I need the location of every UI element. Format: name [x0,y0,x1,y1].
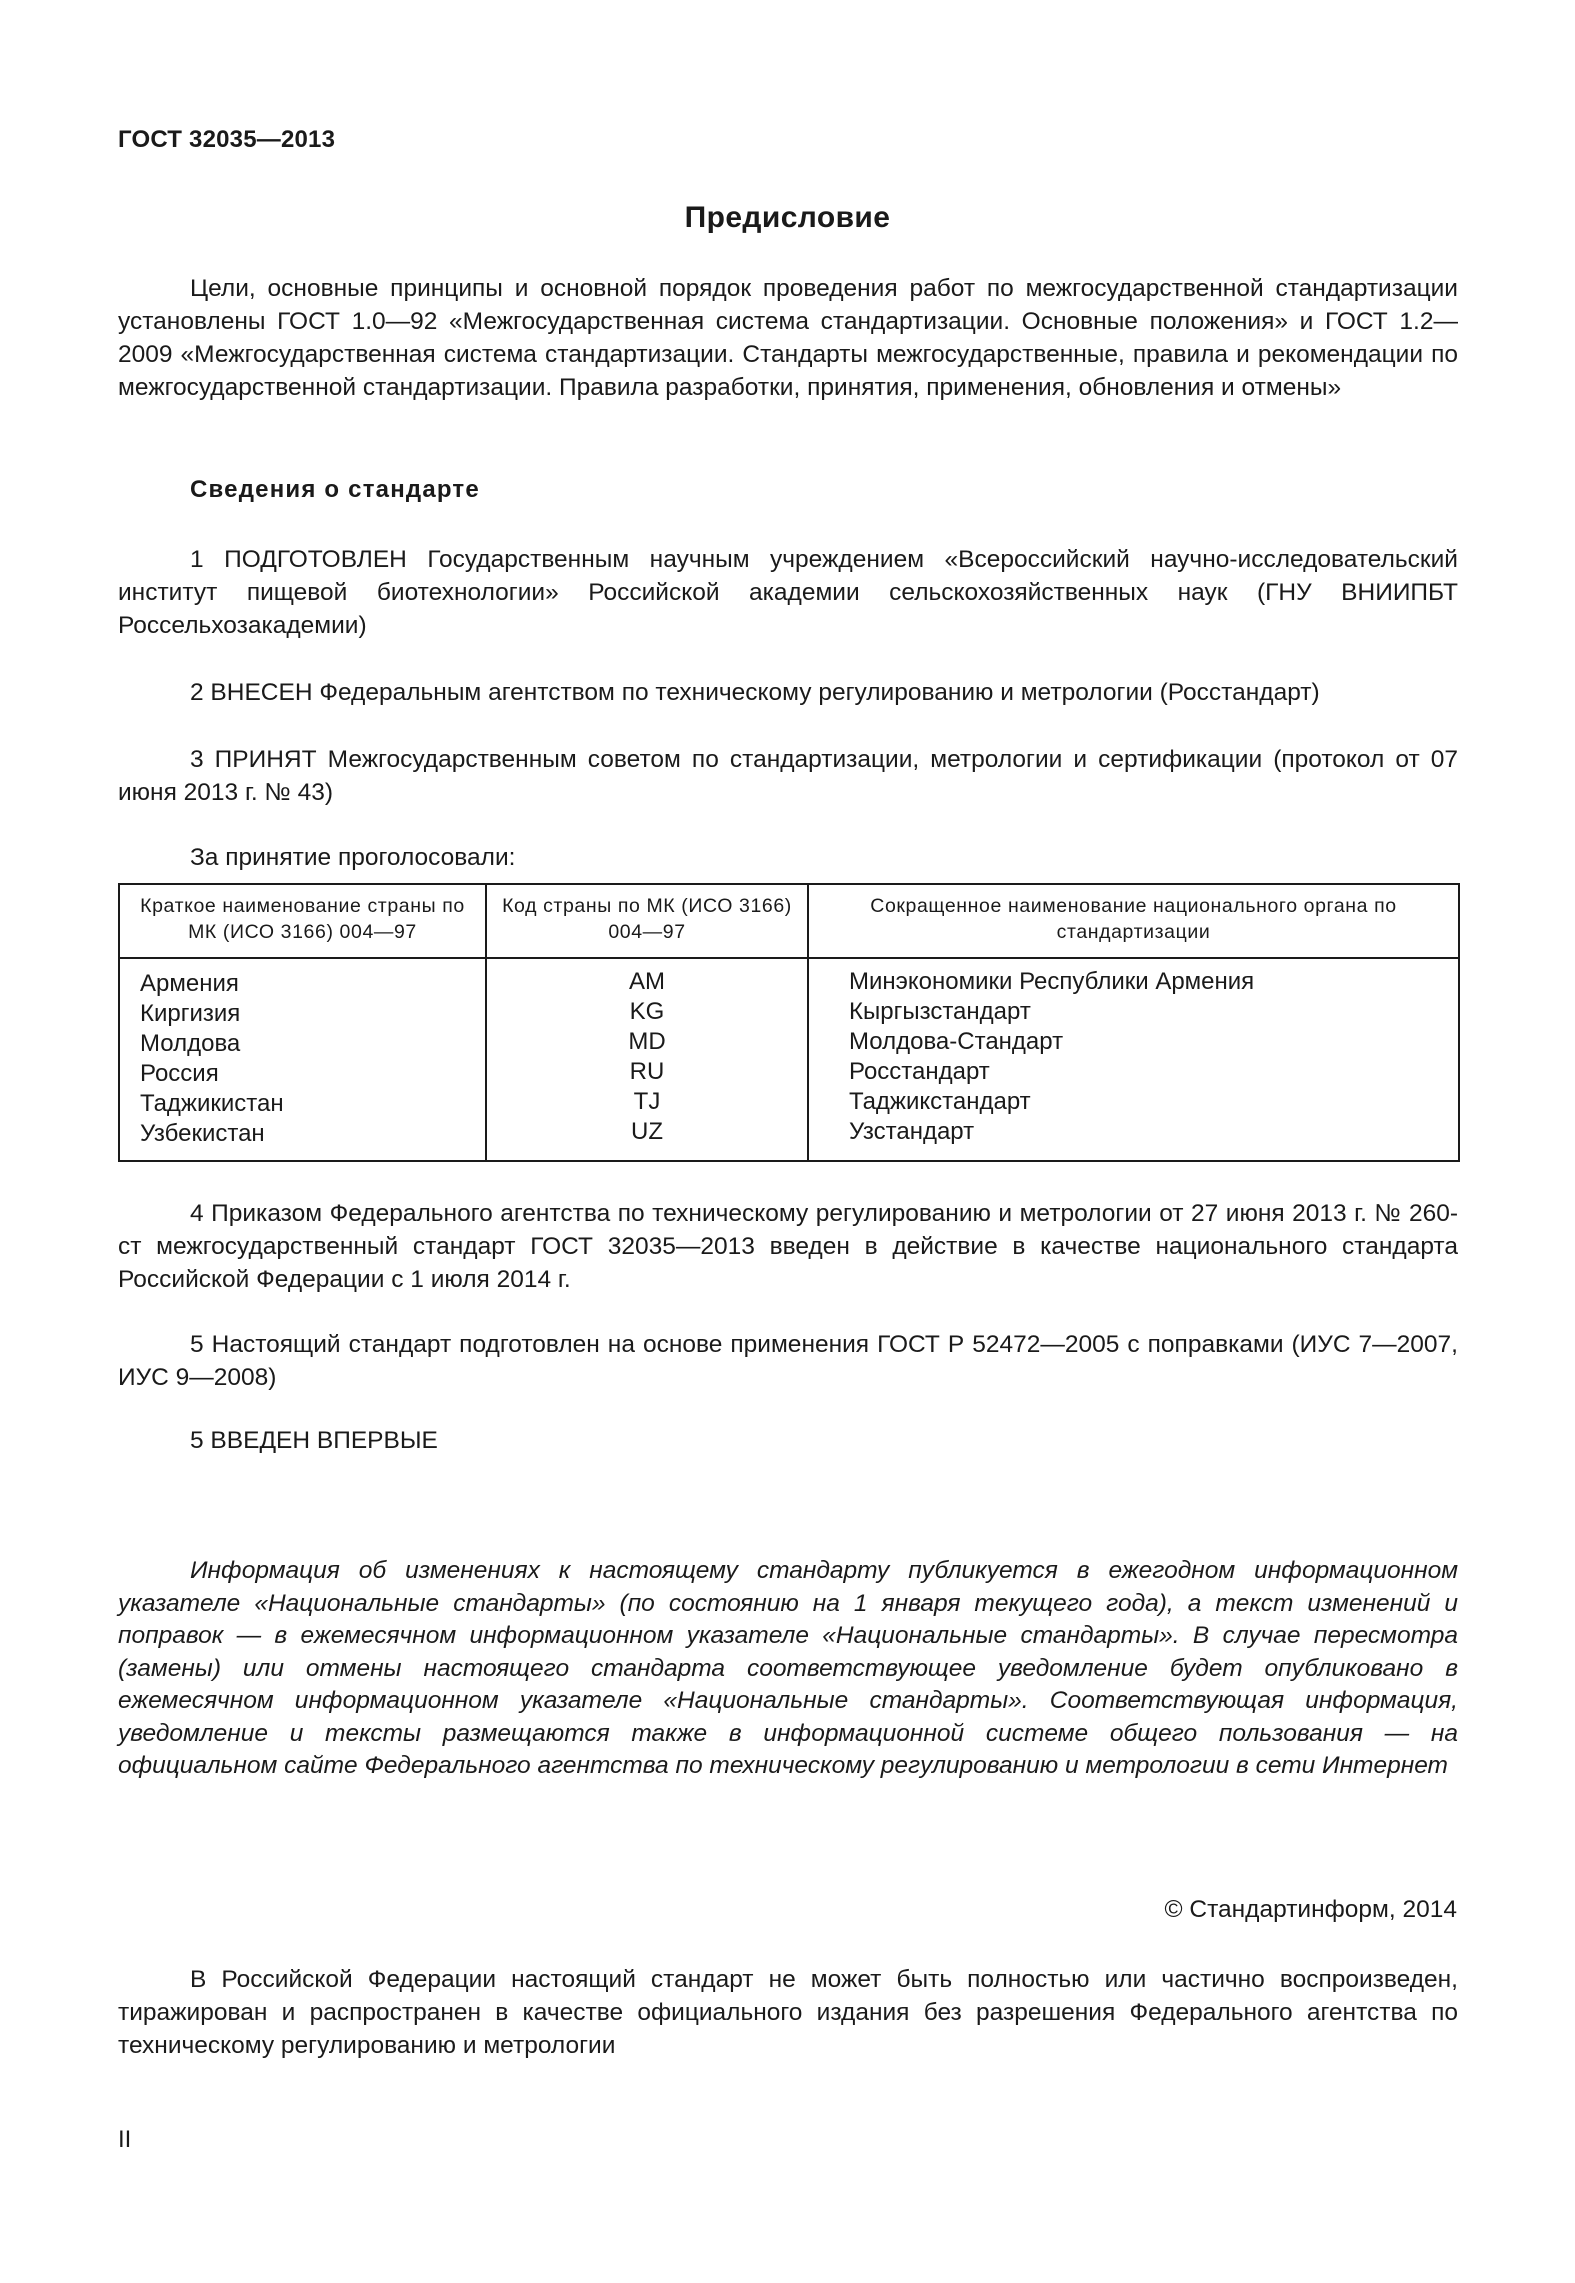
item-introduced-text: 2 ВНЕСЕН Федеральным агентством по техническому регулированию и метрологии (Росстандарт) [190,679,1320,706]
item-first: 5 ВВЕДЕН ВПЕРВЫЕ [190,1427,438,1454]
country-cell: Армения [140,970,239,997]
item-basis-text: 5 Настоящий стандарт подготовлен на основе применения ГОСТ Р 52472—2005 с поправками (ИУС 7—2007, ИУС 9—2008) [118,1331,1458,1391]
code-cell: UZ [631,1118,663,1145]
body-cell: Росстандарт [849,1058,990,1085]
item-order-text: 4 Приказом Федерального агентства по техническому регулированию и метрологии от 27 июня 2013 г. № 260-ст межгосударственный стандарт ГОСТ 32035—2013 введен в действие в качестве национального стандарта Российской Федерации с 1 июля 2014 г. [118,1200,1458,1293]
document-code-header: ГОСТ 32035—2013 [118,126,336,153]
header-body: Сокращенное наименование национального органа по стандартизации [808,884,1459,958]
country-cell: Киргизия [140,1000,241,1027]
country-column [119,958,486,1161]
code-cell: KG [629,998,665,1025]
body-cell: Молдова-Стандарт [849,1028,1064,1055]
item-adopted-text: 3 ПРИНЯТ Межгосударственным советом по стандартизации, метрологии и сертификации (протокол от 07 июня 2013 г. № 43) [118,746,1458,806]
item-prepared [118,543,1458,642]
header-country: Краткое наименование страны по МК (ИСО 3166) 004—97 [119,884,486,958]
section-title: Сведения о стандарте [190,476,480,503]
voting-table [118,883,1460,1162]
table-body-row [119,958,1459,1161]
item-introduced [118,676,1458,709]
item-order [118,1197,1458,1296]
code-cell: RU [629,1058,665,1085]
notice-paragraph [118,1555,1458,1783]
table-header-row [119,884,1459,958]
code-cell: TJ [633,1088,661,1115]
page-number: II [118,2126,132,2153]
country-cell: Молдова [140,1030,241,1057]
intro-text: Цели, основные принципы и основной порядок проведения работ по межгосударственной стандартизации установлены ГОСТ 1.0—92 «Межгосударственная система стандартизации. Основные положения» и ГОСТ 1.2—2009 «Межгосударственная система стандартизации. Стандарты межгосударственные, правила и рекомендации по межгосударственной стандартизации. Правила разработки, принятия, применения, обновления и отмены» [118,275,1458,401]
country-cell: Узбекистан [140,1120,265,1147]
notice-text: Информация об изменениях к настоящему стандарту публикуется в ежегодном информационном указателе «Национальные стандарты» (по состоянию на 1 января текущего года), а текст изменений и поправок — в ежемесячном информационном указателе «Национальные стандарты». В случае пересмотра (замены) или отмены настоящего стандарта соответствующее уведомление будет опубликовано в ежемесячном информационном указателе «Национальные стандарты». Соответствующая информация, уведомление и тексты размещаются также в информационной системе общего пользования — на официальном сайте Федерального агентства по техническому регулированию и метрологии в сети Интернет [118,1557,1458,1779]
code-column [486,958,808,1161]
copyright: © Стандартинформ, 2014 [1164,1896,1457,1923]
rights-paragraph [118,1963,1458,2062]
voted-label: За принятие проголосовали: [190,844,516,871]
body-cell: Узстандарт [849,1118,975,1145]
country-cell: Россия [140,1060,219,1087]
body-cell: Таджикстандарт [849,1088,1031,1115]
code-cell: AM [629,968,665,995]
item-basis [118,1328,1458,1394]
page-title: Предисловие [684,201,891,234]
item-prepared-text: 1 ПОДГОТОВЛЕН Государственным научным учреждением «Всероссийский научно-исследовательский институт пищевой биотехнологии» Российской академии сельскохозяйственных наук (ГНУ ВНИИПБТ Россельхозакадемии) [118,546,1458,639]
intro-paragraph [118,272,1458,404]
header-code: Код страны по МК (ИСО 3166) 004—97 [486,884,808,958]
country-cell: Таджикистан [140,1090,284,1117]
body-cell: Минэкономики Республики Армения [849,968,1255,995]
body-column [808,958,1459,1161]
item-adopted [118,743,1458,809]
code-cell: MD [628,1028,666,1055]
rights-text: В Российской Федерации настоящий стандарт не может быть полностью или частично воспроизведен, тиражирован и распространен в качестве официального издания без разрешения Федерального агентства по техническому регулированию и метрологии [118,1966,1458,2059]
body-cell: Кыргызстандарт [849,998,1031,1025]
